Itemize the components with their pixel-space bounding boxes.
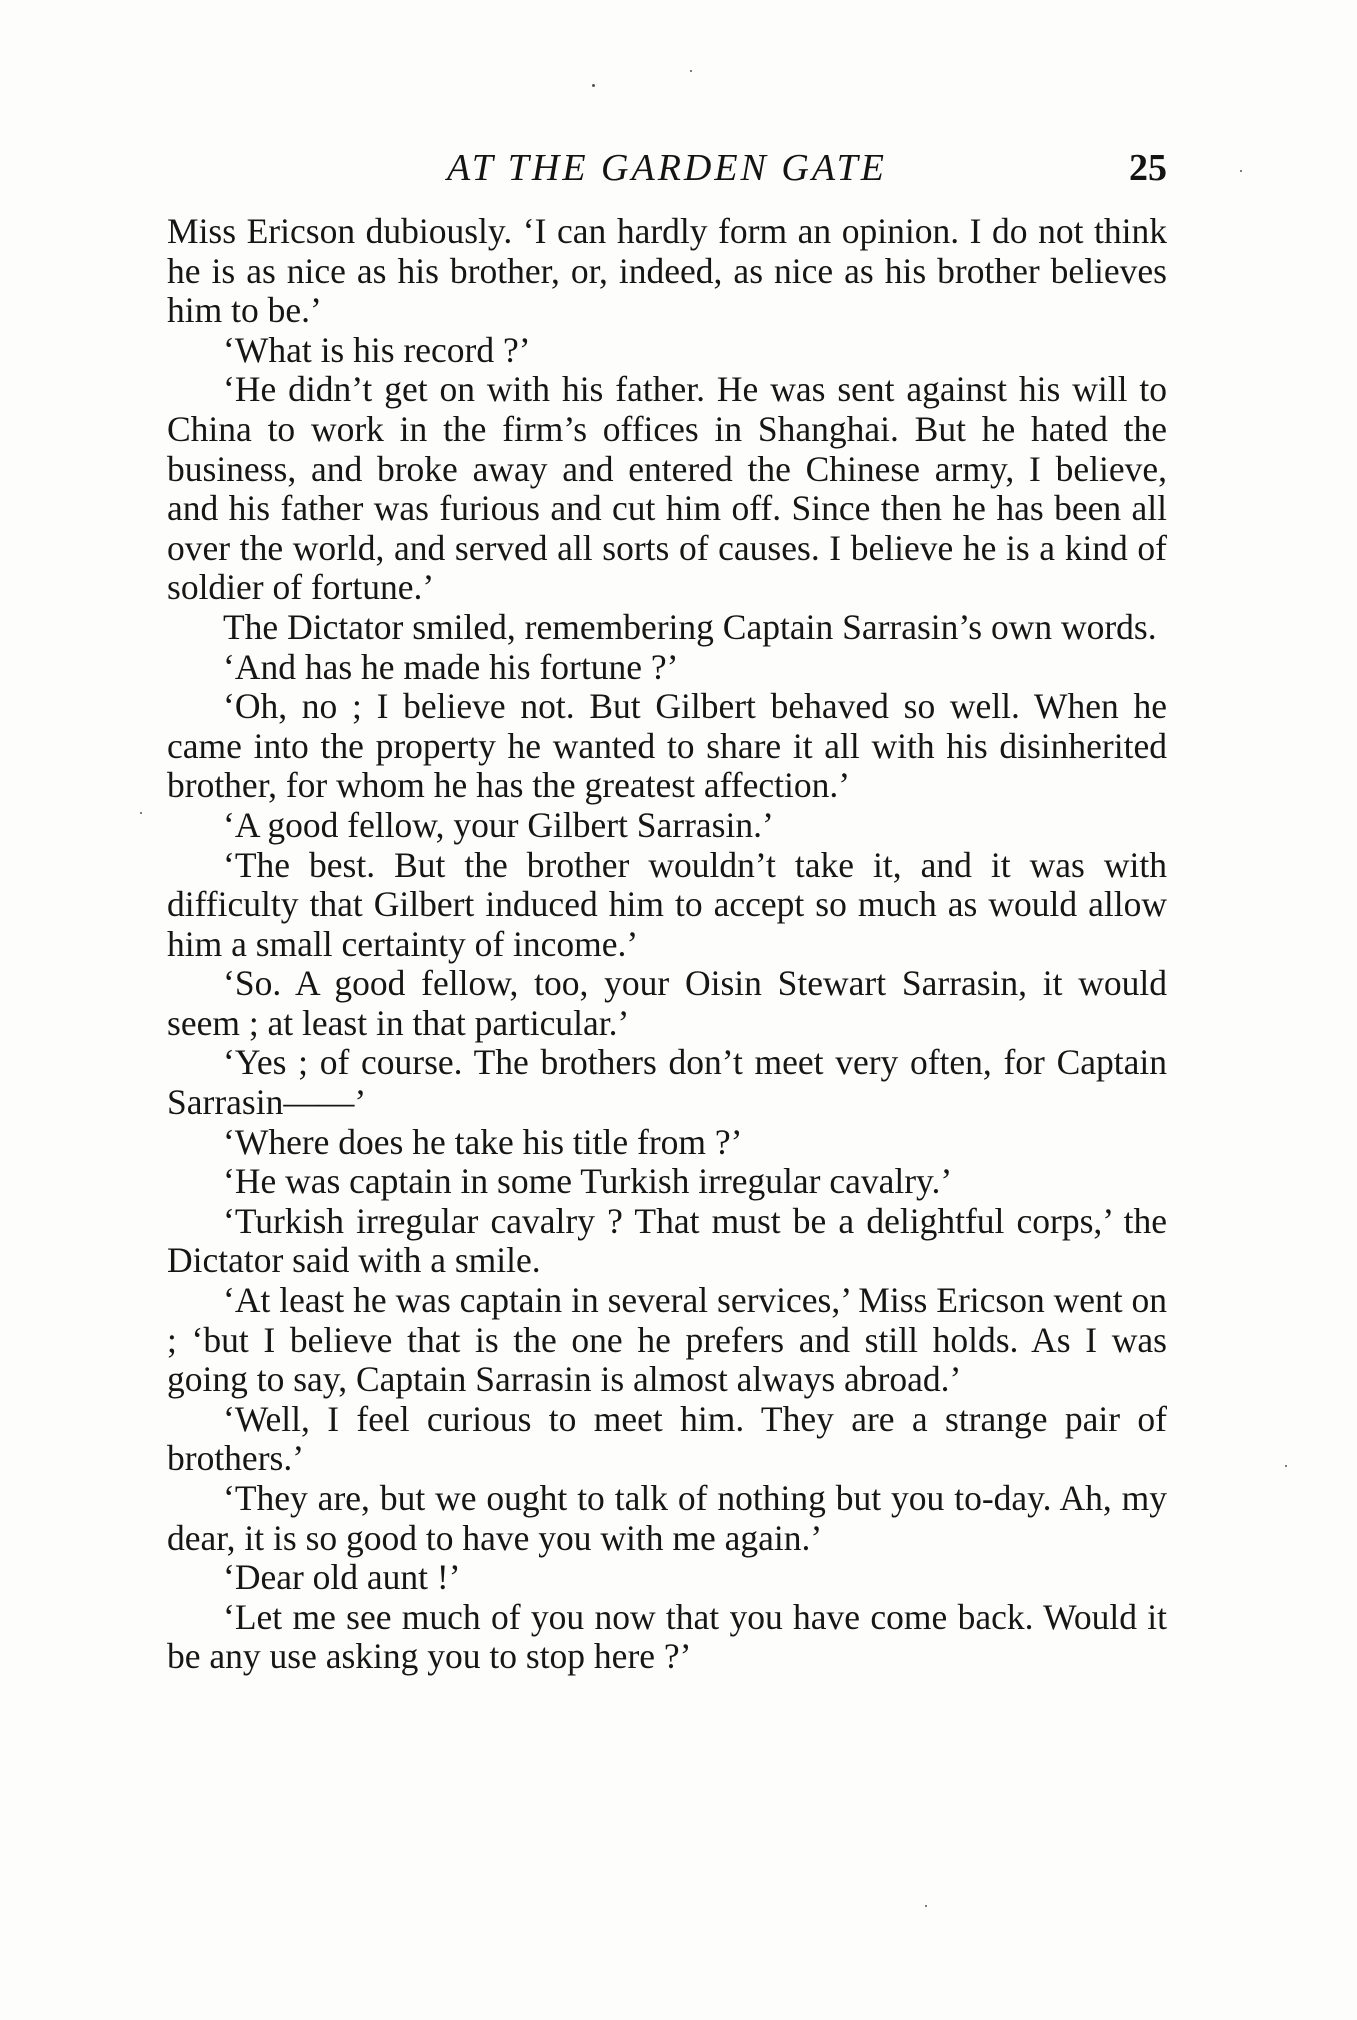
paragraph: ‘Dear old aunt !’ — [223, 1557, 461, 1598]
paragraph: ‘And has he made his fortune ?’ — [223, 646, 679, 687]
running-head — [167, 146, 1167, 198]
paragraph: The Dictator smiled, remembering Captain Sarrasin’s own words. — [223, 606, 1157, 647]
paragraph: ‘Let me see much of you now that you have come back. Would it be any use asking you to stop here ?’ — [167, 1596, 1167, 1677]
print-speck — [1240, 170, 1242, 172]
print-speck — [592, 84, 595, 87]
print-speck — [1285, 1465, 1287, 1467]
running-title: AT THE GARDEN GATE — [447, 147, 887, 189]
paragraph: ‘What is his record ?’ — [223, 329, 531, 370]
paragraph: ‘At least he was captain in several services,’ Miss Ericson went on ; ‘but I believe that is the one he prefers and still holds. As I was going to say, Captain Sarrasin is almost always abroad.’ — [167, 1280, 1167, 1400]
paragraph: ‘The best. But the brother wouldn’t take it, and it was with difficulty that Gilbert induced him to accept so much as would allow him a small certainty of income.’ — [167, 844, 1167, 964]
paragraph: ‘So. A good fellow, too, your Oisin Stewart Sarrasin, it would seem ; at least in that particular.’ — [167, 963, 1167, 1043]
print-speck — [690, 70, 692, 72]
paragraph: ‘He was captain in some Turkish irregular cavalry.’ — [223, 1161, 953, 1202]
body-text — [167, 212, 1167, 1677]
paragraph: ‘Turkish irregular cavalry ? That must be a delightful corps,’ the Dictator said with a smile. — [167, 1200, 1167, 1281]
paragraph: ‘They are, but we ought to talk of nothing but you to-day. Ah, my dear, it is so good to have you with me again.’ — [167, 1478, 1167, 1558]
paragraph: ‘Where does he take his title from ?’ — [223, 1121, 743, 1162]
paragraph: ‘He didn’t get on with his father. He was sent against his will to China to work in the firm’s offices in Shanghai. But he hated the business, and broke away and entered the Chinese army, I believe, and his father was furious and cut him off. Since then he has been all over the world, and served all sorts of causes. I believe he is a kind of soldier of fortune.’ — [167, 369, 1167, 608]
print-speck — [140, 812, 142, 814]
paragraph: ‘Yes ; of course. The brothers don’t meet very often, for Captain Sarrasin——’ — [167, 1042, 1167, 1123]
paragraph: ‘Oh, no ; I believe not. But Gilbert behaved so well. When he came into the property he wanted to share it all with his disinherited brother, for whom he has the greatest affection.’ — [167, 686, 1167, 806]
paragraph: ‘A good fellow, your Gilbert Sarrasin.’ — [223, 804, 774, 845]
print-speck — [925, 1905, 927, 1907]
paragraph: ‘Well, I feel curious to meet him. They are a strange pair of brothers.’ — [167, 1398, 1167, 1479]
page-number: 25 — [1129, 147, 1167, 189]
paragraph: Miss Ericson dubiously. ‘I can hardly form an opinion. I do not think he is as nice as his brother, or, indeed, as nice as his brother believes him to be.’ — [167, 211, 1167, 331]
